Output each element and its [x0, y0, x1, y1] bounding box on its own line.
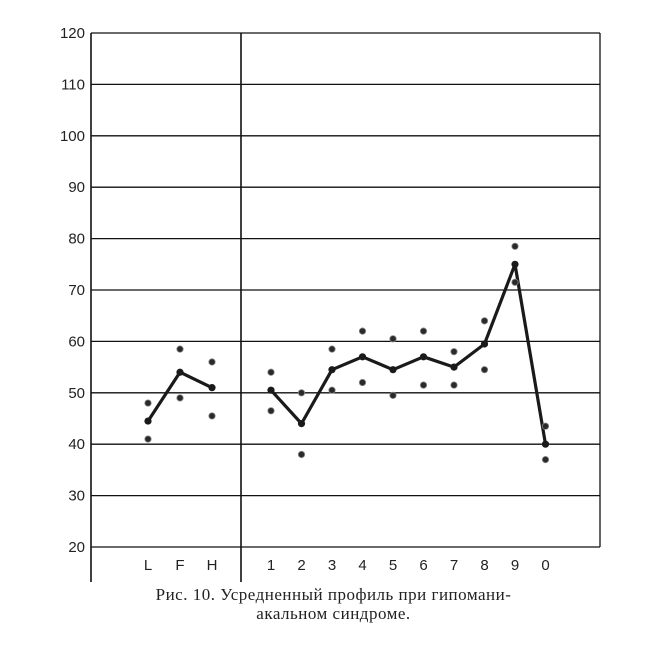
figure-caption — [0, 585, 667, 623]
y-tick-label: 120 — [59, 25, 85, 42]
clinical-mean-point — [267, 387, 274, 394]
gridlines — [91, 33, 600, 547]
clinical-mean-point — [542, 441, 549, 448]
validity-mean-point — [144, 417, 151, 424]
validity-x-tick-label: H — [206, 557, 218, 574]
clinical-lower-point — [298, 451, 304, 457]
clinical-mean-point — [389, 366, 396, 373]
validity-x-tick-label: L — [143, 557, 153, 574]
y-tick-label: 90 — [68, 179, 85, 197]
clinical-x-tick-label: 6 — [419, 557, 428, 574]
validity-mean-point — [208, 384, 215, 391]
clinical-upper-point — [298, 390, 304, 396]
clinical-lower-point — [481, 366, 487, 372]
y-axis-ticks — [60, 25, 85, 556]
clinical-lower-point — [390, 392, 396, 398]
clinical-x-tick-label: 0 — [541, 557, 550, 574]
validity-x-tick-label: F — [175, 557, 185, 574]
clinical-x-tick-label: 7 — [449, 557, 459, 574]
clinical-mean-line — [271, 264, 546, 444]
y-tick-label: 70 — [68, 282, 85, 299]
y-tick-label: 40 — [68, 436, 85, 454]
x-axis-ticks — [144, 557, 550, 574]
validity-lower-point — [209, 413, 215, 419]
clinical-lower-point — [329, 387, 335, 393]
y-tick-label: 60 — [68, 333, 85, 351]
clinical-lower-point — [512, 279, 518, 285]
clinical-lower-point — [268, 408, 274, 414]
clinical-lower-point — [420, 382, 426, 388]
validity-lower-point — [145, 436, 151, 442]
clinical-upper-point — [512, 243, 518, 249]
caption-line-2: акальном синдроме. — [256, 604, 411, 623]
y-tick-label: 30 — [68, 487, 85, 505]
clinical-mean-point — [359, 353, 366, 360]
data-series — [144, 243, 549, 463]
validity-upper-point — [145, 400, 151, 406]
clinical-upper-point — [268, 369, 274, 375]
validity-mean-point — [176, 369, 183, 376]
validity-upper-point — [209, 359, 215, 365]
clinical-lower-point — [451, 382, 457, 388]
y-tick-label: 110 — [61, 76, 85, 94]
clinical-mean-point — [511, 261, 518, 268]
clinical-upper-point — [390, 336, 396, 342]
clinical-upper-point — [481, 318, 487, 324]
validity-upper-point — [177, 346, 183, 352]
clinical-lower-point — [359, 379, 365, 385]
y-tick-label: 80 — [68, 230, 85, 248]
clinical-x-tick-label: 4 — [358, 557, 367, 574]
clinical-x-tick-label: 2 — [297, 557, 306, 574]
clinical-upper-point — [329, 346, 335, 352]
clinical-upper-point — [420, 328, 426, 334]
clinical-mean-point — [298, 420, 305, 427]
clinical-upper-point — [542, 423, 548, 429]
caption-line-1: Рис. 10. Усредненный профиль при гипомани- — [155, 585, 512, 604]
clinical-mean-point — [450, 364, 457, 371]
clinical-x-tick-label: 3 — [327, 557, 337, 574]
y-tick-label: 20 — [68, 539, 85, 556]
clinical-lower-point — [542, 456, 548, 462]
clinical-x-tick-label: 8 — [480, 557, 489, 574]
clinical-x-tick-label: 9 — [510, 557, 520, 574]
y-tick-label: 50 — [68, 384, 85, 402]
clinical-x-tick-label: 1 — [266, 557, 276, 574]
clinical-mean-point — [328, 366, 335, 373]
clinical-mean-point — [481, 340, 488, 347]
clinical-mean-point — [420, 353, 427, 360]
clinical-x-tick-label: 5 — [388, 557, 398, 574]
y-tick-label: 100 — [59, 127, 85, 145]
clinical-upper-point — [451, 348, 457, 354]
clinical-upper-point — [359, 328, 365, 334]
validity-lower-point — [177, 395, 183, 401]
